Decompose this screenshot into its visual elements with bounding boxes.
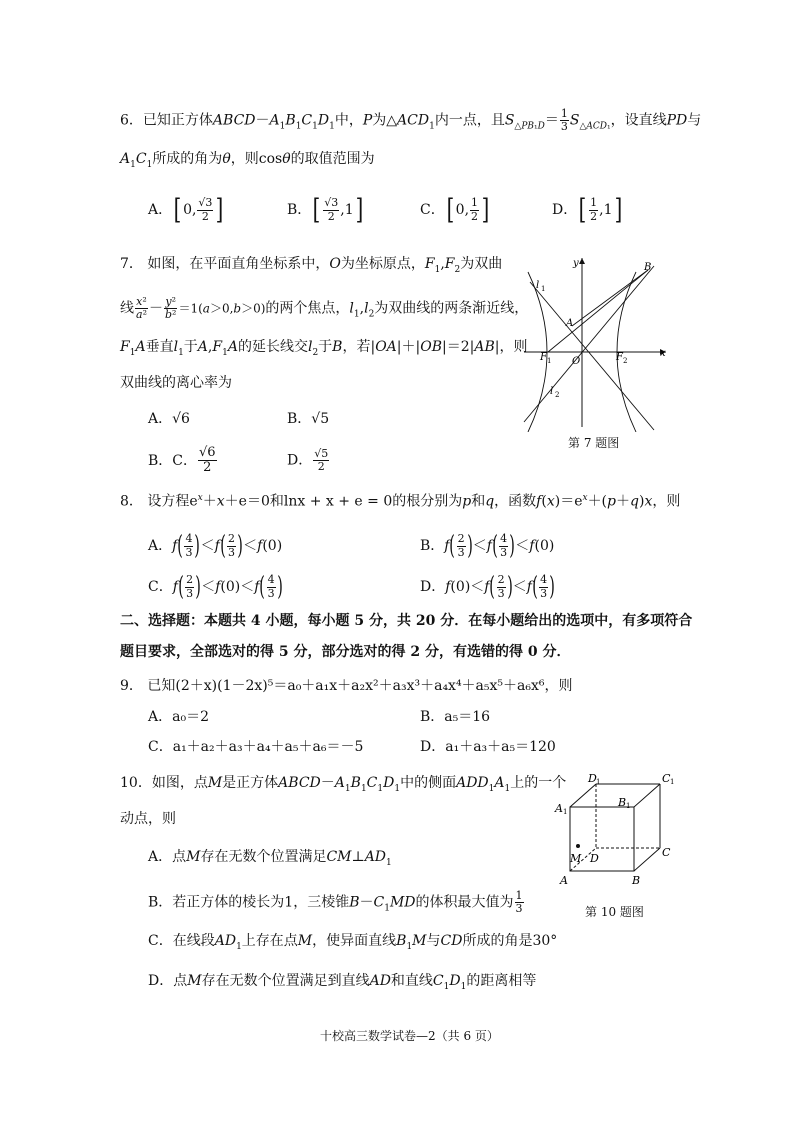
q7-option-c[interactable]: B．C． $\frac{√6}{2}$ [148,445,216,476]
q7-line4: 双曲线的离心率为 [120,375,232,391]
q10-line2: 动点，则 [120,811,176,827]
svg-text:C: C [662,846,671,859]
q9-option-d[interactable]: D．a₁＋a₃＋a₅＝120 [420,739,556,755]
label-a: A [566,318,574,329]
svg-text:1: 1 [626,802,631,810]
q8-stem: 8． 设方程$e^x+x+e=0$和lnx + x + e = 0的根分别为p和q，函数$f(x)=e^x+(p+q)x$，则 [120,493,681,510]
label-o: O [572,356,581,367]
q9-option-b[interactable]: B．a₅＝16 [420,709,491,725]
q7-option-a[interactable]: A．√6 [148,411,190,427]
q7-option-d[interactable]: D． $\frac{√5}{2}$ [287,447,329,474]
svg-text:1: 1 [670,778,675,786]
q10-option-b[interactable]: B．若正方体的棱长为1，三棱锥$B-C_1MD$的体积最大值为 $\frac{1}{3}$ [148,889,523,916]
q6-option-c[interactable]: C．[ 0, $\frac{1}{2}$ ] [420,193,490,226]
q7-line3: $F_1A$垂直$l_1$于$A,F_1A$的延长线交$l_2$于B，若|OA|＋|OB|＝2|AB|，则 [120,339,528,358]
line-a-b [572,270,648,326]
q6-line1: 6．已知正方体$ABCD-A_1B_1C_1D_1$中，P为$\triangle ACD_1$内一点，且$S_{\triangle PB_1D}=$ $\frac{1}{3}$ $S_{\triangle ACD_1}$，设直线PD与 [120,107,702,134]
svg-text:C: C [662,772,671,785]
q10-option-a[interactable]: A．点M存在无数个位置满足$CM\perp AD_1$ [148,849,392,868]
q9-option-c[interactable]: C．a₁＋a₂＋a₃＋a₄＋a₅＋a₆＝－5 [148,739,364,755]
label-x: x [660,348,666,359]
label-l1: l [536,280,540,291]
label-b: B [644,262,652,273]
q7-line2: 线 $\frac{\text{x²}}{\text{a²}}$ － $\frac{\text{y²}}{\text{b²}}$ ＝1(a＞0,b＞0)的两个焦点，$l_1,l_2$为双曲线的两条渐近线， [120,295,529,322]
point-m [576,844,580,848]
q10-figure [552,772,682,894]
q8-option-c[interactable]: C．f( $\frac{2}{3}$ )＜f(0)＜f( $\frac{4}{3}$ ) [148,572,283,602]
label-f1: F [540,352,547,363]
q8-option-a[interactable]: A．f( $\frac{4}{3}$ )＜f( $\frac{2}{3}$ )＜f(0) [148,531,283,561]
label-y: y [573,258,579,269]
q7-line1: 7． 如图，在平面直角坐标系中，O为坐标原点，$F_1,F_2$为双曲 [120,256,503,275]
q9-stem: 9． 已知(2＋x)(1－2x)⁵＝a₀＋a₁x＋a₂x²＋a₃x³＋a₄x⁴＋a₅x⁵＋a₆x⁶，则 [120,678,573,694]
svg-text:A: A [555,802,563,815]
svg-text:A: A [560,874,568,887]
svg-text:D: D [590,852,599,865]
q10-figure-caption: 第 10 题图 [585,905,644,919]
q6-number: 6． [120,112,143,129]
svg-text:M: M [570,852,582,865]
svg-text:2: 2 [555,391,560,399]
q10-option-c[interactable]: C．在线段$AD_1$上存在点M，使异面直线$B_1M$与CD所成的角是30° [148,933,558,952]
q8-option-b[interactable]: B．f( $\frac{2}{3}$ )＜f( $\frac{4}{3}$ )＜f(0) [420,531,555,561]
q7-figure [514,252,674,432]
q8-option-d[interactable]: D．f(0)＜f( $\frac{2}{3}$ )＜f( $\frac{4}{3}$ ) [420,572,555,602]
q9-option-a[interactable]: A．a₀＝2 [148,709,209,725]
q7-option-b[interactable]: B．√5 [287,411,330,427]
svg-text:1: 1 [541,285,546,293]
svg-text:D: D [588,772,597,785]
asymptote-l1 [530,282,654,430]
svg-text:1: 1 [596,778,601,786]
q6-option-b[interactable]: B．[ $\frac{√3}{2}$ ,1] [287,193,363,226]
line-f1-b [548,270,648,352]
svg-text:B: B [618,796,627,809]
page-footer: 十校高三数学试卷—2（共 6 页） [320,1029,499,1043]
label-f2: F [616,352,623,363]
q10-option-d[interactable]: D．点M存在无数个位置满足到直线AD和直线$C_1D_1$的距离相等 [148,973,537,992]
label-l2: l [550,386,554,397]
q10-line1: 10．如图，点M是正方体$ABCD-A_1B_1C_1D_1$中的侧面$ADD_1A_1$上的一个 [120,775,567,794]
q6-option-a[interactable]: A．[ 0, $\frac{√3}{2}$ ] [148,193,224,226]
svg-text:2: 2 [623,357,628,365]
q6-option-d[interactable]: D．[ $\frac{1}{2}$ ,1] [552,193,622,226]
section2-heading-line2: 题目要求，全部选对的得 5 分，部分选对的得 2 分，有选错的得 0 分． [120,644,571,660]
svg-text:1: 1 [563,808,568,816]
q6-line2: $A_1C_1$所成的角为θ，则cosθ的取值范围为 [120,151,375,170]
section2-heading-line1: 二、选择题：本题共 4 小题，每小题 5 分，共 20 分．在每小题给出的选项中，有多项符合 [120,613,693,629]
svg-text:1: 1 [547,357,552,365]
svg-text:B: B [632,874,641,887]
q7-figure-caption: 第 7 题图 [568,436,620,450]
